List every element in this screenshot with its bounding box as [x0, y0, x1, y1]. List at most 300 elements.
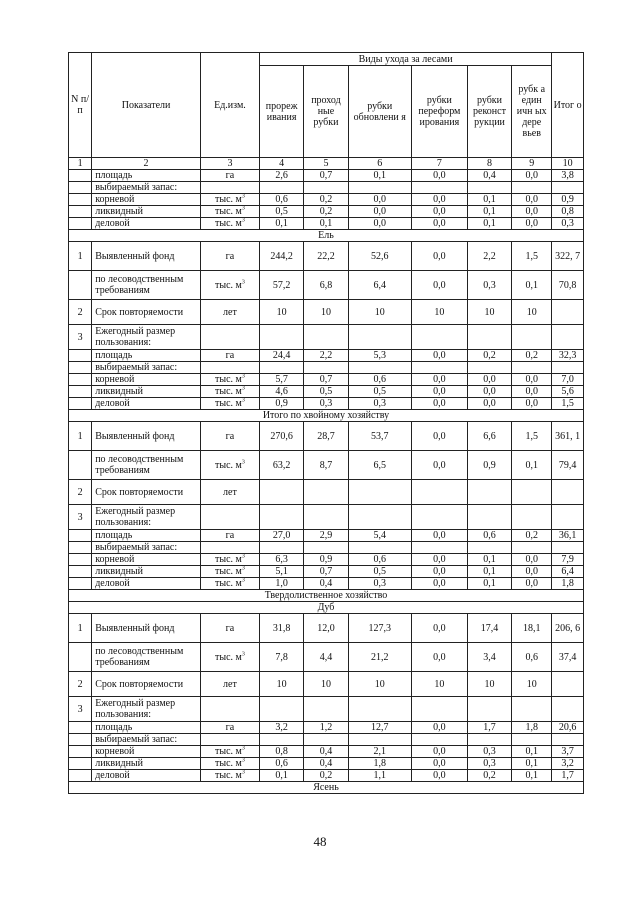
cell-value	[512, 182, 552, 194]
cell-value	[552, 362, 584, 374]
table-row	[69, 300, 584, 325]
cell-value: 0,0	[512, 398, 552, 410]
cell-value: 0,0	[411, 722, 467, 734]
row-unit	[200, 350, 259, 362]
unit-superscript: 3	[241, 769, 245, 776]
table-row	[69, 643, 584, 672]
header-indicator: Показатели	[92, 53, 201, 158]
cell-value: 0,3	[467, 746, 511, 758]
row-unit	[200, 386, 259, 398]
table-row	[69, 770, 584, 782]
cell-value: 2,6	[259, 170, 303, 182]
unit-text: тыс. м	[215, 459, 242, 471]
cell-value: 0,6	[348, 374, 411, 386]
table-row	[69, 734, 584, 746]
section-title: Ель	[69, 230, 584, 242]
cell-value: 3,8	[552, 170, 584, 182]
row-label: выбираемый запас:	[92, 542, 201, 554]
unit-text: лет	[223, 486, 237, 498]
table-row	[69, 542, 584, 554]
cell-value: 10	[512, 672, 552, 697]
unit-text: тыс. м	[215, 279, 242, 291]
unit-text: тыс. м	[215, 218, 242, 229]
cell-value: 1,7	[467, 722, 511, 734]
cell-value	[467, 362, 511, 374]
cell-value: 0,0	[512, 566, 552, 578]
col-number: 7	[411, 158, 467, 170]
cell-value: 0,0	[411, 386, 467, 398]
cell-value: 0,0	[467, 398, 511, 410]
row-label: выбираемый запас:	[92, 362, 201, 374]
row-label: Срок повторяемости	[92, 672, 201, 697]
cell-value	[411, 325, 467, 350]
cell-value: 18,1	[512, 614, 552, 643]
unit-superscript: 3	[241, 217, 245, 224]
cell-value: 7,8	[259, 643, 303, 672]
row-number	[69, 182, 92, 194]
cell-value	[259, 362, 303, 374]
row-number	[69, 542, 92, 554]
cell-value	[552, 697, 584, 722]
cell-value: 6,8	[304, 271, 348, 300]
cell-value	[552, 182, 584, 194]
unit-text: га	[225, 350, 235, 361]
row-label: деловой	[92, 770, 201, 782]
cell-value: 0,1	[348, 170, 411, 182]
cell-value	[259, 542, 303, 554]
row-number	[69, 218, 92, 230]
table-row	[69, 194, 584, 206]
cell-value: 0,0	[411, 374, 467, 386]
cell-value: 63,2	[259, 451, 303, 480]
cell-value: 0,4	[467, 170, 511, 182]
cell-value: 0,0	[411, 566, 467, 578]
unit-text: га	[225, 622, 235, 634]
unit-text: тыс. м	[215, 206, 242, 217]
row-number: 2	[69, 672, 92, 697]
header-type-renewal: рубки обновлени я	[348, 66, 411, 158]
col-number: 5	[304, 158, 348, 170]
cell-value: 1,8	[348, 758, 411, 770]
cell-value: 0,5	[348, 386, 411, 398]
row-unit	[200, 697, 259, 722]
cell-value: 0,1	[512, 271, 552, 300]
unit-text: тыс. м	[215, 770, 242, 781]
cell-value: 1,7	[552, 770, 584, 782]
row-number	[69, 578, 92, 590]
row-number: 2	[69, 300, 92, 325]
unit-superscript: 3	[241, 745, 245, 752]
cell-value: 0,0	[411, 746, 467, 758]
row-label: по лесоводственным требованиям	[92, 451, 201, 480]
section-row	[69, 590, 584, 602]
cell-value	[512, 325, 552, 350]
cell-value	[348, 182, 411, 194]
cell-value: 70,8	[552, 271, 584, 300]
row-unit	[200, 374, 259, 386]
cell-value: 0,3	[304, 398, 348, 410]
row-number	[69, 746, 92, 758]
row-unit	[200, 566, 259, 578]
cell-value: 22,2	[304, 242, 348, 271]
row-label: Ежегодный размер пользования:	[92, 505, 201, 530]
cell-value: 17,4	[467, 614, 511, 643]
cell-value	[467, 480, 511, 505]
cell-value: 0,0	[411, 530, 467, 542]
cell-value	[467, 542, 511, 554]
cell-value: 10	[411, 300, 467, 325]
table-row	[69, 325, 584, 350]
row-number	[69, 566, 92, 578]
cell-value: 1,5	[512, 422, 552, 451]
cell-value: 0,1	[259, 218, 303, 230]
col-number: 2	[92, 158, 201, 170]
table-row	[69, 362, 584, 374]
row-label: выбираемый запас:	[92, 734, 201, 746]
cell-value	[411, 505, 467, 530]
header-type-passage: проход ные рубки	[304, 66, 348, 158]
cell-value	[411, 542, 467, 554]
cell-value: 37,4	[552, 643, 584, 672]
table-row	[69, 746, 584, 758]
cell-value: 6,6	[467, 422, 511, 451]
cell-value: 0,8	[259, 746, 303, 758]
row-label: Ежегодный размер пользования:	[92, 697, 201, 722]
row-unit	[200, 422, 259, 451]
cell-value: 0,6	[259, 758, 303, 770]
cell-value: 0,1	[467, 206, 511, 218]
row-label: Выявленный фонд	[92, 242, 201, 271]
unit-superscript: 3	[241, 553, 245, 560]
cell-value: 0,6	[348, 554, 411, 566]
cell-value: 0,0	[411, 242, 467, 271]
cell-value	[259, 697, 303, 722]
cell-value: 0,0	[411, 578, 467, 590]
row-number	[69, 758, 92, 770]
section-row	[69, 602, 584, 614]
header-type-thinning: прореж ивания	[259, 66, 303, 158]
cell-value: 0,0	[411, 398, 467, 410]
cell-value: 12,7	[348, 722, 411, 734]
cell-value: 1,5	[512, 242, 552, 271]
unit-superscript: 3	[241, 373, 245, 380]
cell-value: 1,8	[552, 578, 584, 590]
col-number: 1	[69, 158, 92, 170]
row-unit	[200, 206, 259, 218]
cell-value: 0,7	[304, 374, 348, 386]
section-title: Ясень	[69, 782, 584, 794]
cell-value: 6,5	[348, 451, 411, 480]
cell-value	[348, 542, 411, 554]
cell-value: 79,4	[552, 451, 584, 480]
cell-value	[304, 505, 348, 530]
cell-value: 7,0	[552, 374, 584, 386]
cell-value	[467, 697, 511, 722]
row-unit	[200, 182, 259, 194]
row-unit	[200, 362, 259, 374]
unit-superscript: 3	[241, 385, 245, 392]
cell-value	[411, 734, 467, 746]
cell-value: 0,0	[411, 350, 467, 362]
row-label: корневой	[92, 374, 201, 386]
table-row	[69, 170, 584, 182]
cell-value: 127,3	[348, 614, 411, 643]
cell-value: 0,0	[411, 206, 467, 218]
table-row	[69, 350, 584, 362]
cell-value: 0,1	[467, 554, 511, 566]
unit-text: лет	[223, 678, 237, 690]
row-unit	[200, 643, 259, 672]
cell-value: 0,9	[259, 398, 303, 410]
row-label: корневой	[92, 554, 201, 566]
cell-value	[259, 325, 303, 350]
row-label: Выявленный фонд	[92, 614, 201, 643]
cell-value: 5,3	[348, 350, 411, 362]
row-unit	[200, 325, 259, 350]
cell-value	[512, 697, 552, 722]
cell-value: 0,0	[512, 218, 552, 230]
row-number	[69, 398, 92, 410]
row-number	[69, 362, 92, 374]
cell-value: 0,1	[467, 218, 511, 230]
col-number: 10	[552, 158, 584, 170]
cell-value: 24,4	[259, 350, 303, 362]
cell-value: 0,0	[512, 170, 552, 182]
cell-value: 1,8	[512, 722, 552, 734]
header-total: Итог о	[552, 53, 584, 158]
cell-value: 0,0	[512, 554, 552, 566]
table-row	[69, 554, 584, 566]
cell-value	[259, 480, 303, 505]
cell-value: 31,8	[259, 614, 303, 643]
cell-value: 0,0	[411, 614, 467, 643]
table-row	[69, 566, 584, 578]
cell-value: 10	[259, 300, 303, 325]
cell-value: 57,2	[259, 271, 303, 300]
unit-text: тыс. м	[215, 374, 242, 385]
cell-value: 0,0	[411, 451, 467, 480]
cell-value: 0,0	[512, 374, 552, 386]
cell-value: 3,2	[552, 758, 584, 770]
row-label: площадь	[92, 722, 201, 734]
cell-value: 0,0	[411, 194, 467, 206]
table-row	[69, 218, 584, 230]
cell-value: 0,0	[411, 554, 467, 566]
unit-text: га	[225, 722, 235, 733]
cell-value: 6,4	[348, 271, 411, 300]
unit-text: тыс. м	[215, 758, 242, 769]
cell-value: 1,1	[348, 770, 411, 782]
unit-text: га	[225, 530, 235, 541]
cell-value: 2,1	[348, 746, 411, 758]
col-number: 3	[200, 158, 259, 170]
cell-value: 27,0	[259, 530, 303, 542]
cell-value: 8,7	[304, 451, 348, 480]
cell-value: 10	[304, 300, 348, 325]
cell-value: 0,0	[467, 386, 511, 398]
row-label: ликвидный	[92, 758, 201, 770]
unit-text: тыс. м	[215, 566, 242, 577]
cell-value	[304, 734, 348, 746]
cell-value	[411, 697, 467, 722]
cell-value: 0,1	[467, 566, 511, 578]
row-label: ликвидный	[92, 386, 201, 398]
row-unit	[200, 271, 259, 300]
cell-value: 0,1	[259, 770, 303, 782]
row-label: Срок повторяемости	[92, 300, 201, 325]
row-number	[69, 170, 92, 182]
cell-value: 0,9	[552, 194, 584, 206]
unit-text: тыс. м	[215, 746, 242, 757]
table-row	[69, 578, 584, 590]
cell-value: 0,3	[552, 218, 584, 230]
cell-value: 0,1	[304, 218, 348, 230]
cell-value: 10	[467, 300, 511, 325]
unit-superscript: 3	[241, 577, 245, 584]
unit-text: га	[225, 250, 235, 262]
cell-value	[467, 734, 511, 746]
row-unit	[200, 746, 259, 758]
row-label: площадь	[92, 170, 201, 182]
cell-value: 53,7	[348, 422, 411, 451]
row-number	[69, 271, 92, 300]
cell-value: 0,0	[411, 170, 467, 182]
cell-value: 32,3	[552, 350, 584, 362]
cell-value: 6,3	[259, 554, 303, 566]
unit-superscript: 3	[241, 459, 245, 466]
forest-care-table	[68, 52, 584, 794]
row-label: по лесоводственным требованиям	[92, 643, 201, 672]
unit-superscript: 3	[241, 205, 245, 212]
header-unit: Ед.изм.	[200, 53, 259, 158]
row-number	[69, 386, 92, 398]
row-unit	[200, 505, 259, 530]
cell-value: 0,6	[259, 194, 303, 206]
row-unit	[200, 578, 259, 590]
row-label: Выявленный фонд	[92, 422, 201, 451]
unit-text: тыс. м	[215, 194, 242, 205]
table-row	[69, 530, 584, 542]
cell-value: 10	[512, 300, 552, 325]
cell-value: 0,3	[467, 271, 511, 300]
row-unit	[200, 734, 259, 746]
section-row	[69, 782, 584, 794]
row-unit	[200, 194, 259, 206]
row-number	[69, 350, 92, 362]
row-number	[69, 643, 92, 672]
cell-value: 0,4	[304, 758, 348, 770]
cell-value: 0,8	[552, 206, 584, 218]
cell-value: 0,6	[512, 643, 552, 672]
row-unit	[200, 300, 259, 325]
table-row	[69, 386, 584, 398]
column-number-row	[69, 158, 584, 170]
cell-value: 0,0	[411, 770, 467, 782]
row-number: 1	[69, 614, 92, 643]
cell-value	[552, 300, 584, 325]
cell-value	[512, 542, 552, 554]
cell-value: 0,0	[411, 218, 467, 230]
unit-superscript: 3	[241, 757, 245, 764]
table-row	[69, 398, 584, 410]
cell-value: 322, 7	[552, 242, 584, 271]
row-number: 1	[69, 242, 92, 271]
cell-value: 0,1	[467, 194, 511, 206]
cell-value: 0,7	[304, 566, 348, 578]
row-unit	[200, 480, 259, 505]
row-label: ликвидный	[92, 206, 201, 218]
section-row	[69, 230, 584, 242]
row-label: деловой	[92, 218, 201, 230]
table-row	[69, 374, 584, 386]
cell-value: 1,2	[304, 722, 348, 734]
cell-value: 0,0	[411, 271, 467, 300]
cell-value	[552, 734, 584, 746]
cell-value: 36,1	[552, 530, 584, 542]
cell-value	[304, 697, 348, 722]
cell-value: 3,4	[467, 643, 511, 672]
row-number: 3	[69, 697, 92, 722]
cell-value: 0,2	[304, 206, 348, 218]
cell-value	[304, 325, 348, 350]
cell-value: 0,0	[348, 218, 411, 230]
cell-value: 52,6	[348, 242, 411, 271]
table-row	[69, 722, 584, 734]
row-unit	[200, 672, 259, 697]
cell-value: 5,4	[348, 530, 411, 542]
cell-value: 5,7	[259, 374, 303, 386]
table-row	[69, 206, 584, 218]
cell-value	[552, 542, 584, 554]
row-unit	[200, 170, 259, 182]
cell-value	[348, 734, 411, 746]
table-row	[69, 242, 584, 271]
cell-value: 21,2	[348, 643, 411, 672]
cell-value: 10	[467, 672, 511, 697]
cell-value: 0,9	[467, 451, 511, 480]
cell-value: 5,6	[552, 386, 584, 398]
cell-value: 0,5	[259, 206, 303, 218]
row-unit	[200, 218, 259, 230]
cell-value: 4,4	[304, 643, 348, 672]
cell-value	[259, 505, 303, 530]
cell-value: 0,0	[512, 578, 552, 590]
cell-value	[304, 182, 348, 194]
cell-value: 0,3	[348, 398, 411, 410]
header-type-reconstruction: рубки реконст рукции	[467, 66, 511, 158]
row-number	[69, 770, 92, 782]
row-number: 1	[69, 422, 92, 451]
cell-value	[411, 480, 467, 505]
cell-value: 10	[304, 672, 348, 697]
cell-value: 10	[348, 300, 411, 325]
cell-value	[259, 182, 303, 194]
cell-value: 0,7	[304, 170, 348, 182]
unit-superscript: 3	[241, 279, 245, 286]
row-label: корневой	[92, 194, 201, 206]
row-unit	[200, 530, 259, 542]
cell-value	[467, 325, 511, 350]
row-number: 3	[69, 325, 92, 350]
cell-value: 0,0	[512, 206, 552, 218]
row-unit	[200, 398, 259, 410]
col-number: 9	[512, 158, 552, 170]
cell-value: 0,0	[411, 643, 467, 672]
cell-value: 0,2	[512, 350, 552, 362]
row-unit	[200, 554, 259, 566]
cell-value: 0,6	[467, 530, 511, 542]
cell-value: 2,9	[304, 530, 348, 542]
